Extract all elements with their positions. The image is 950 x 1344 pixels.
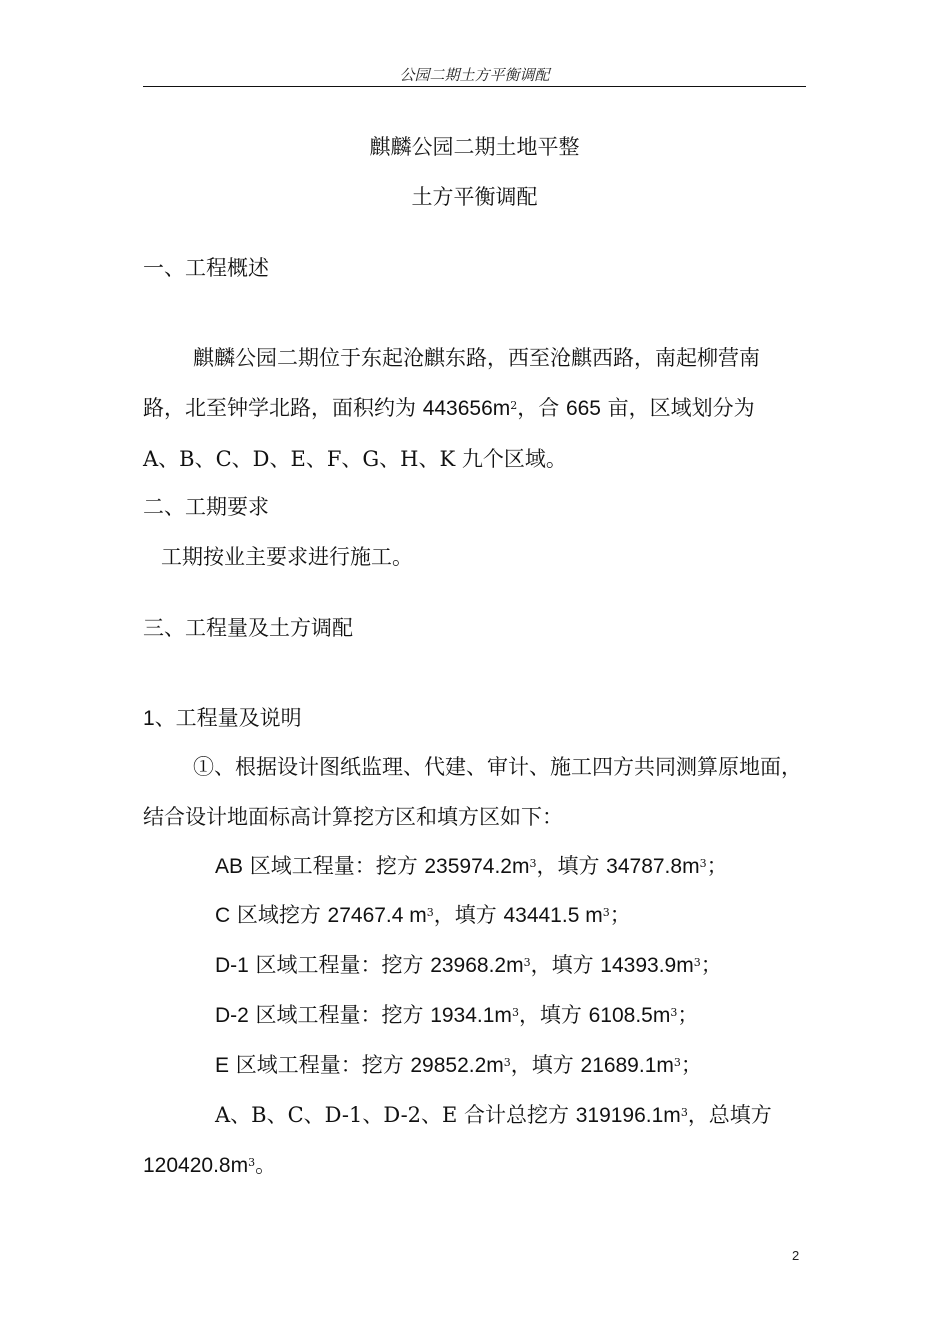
item-prefix: D-2 (215, 1004, 249, 1027)
document-title-line1: 麒麟公园二期土地平整 (369, 135, 580, 159)
section2-heading: 二、工期要求 (143, 495, 269, 519)
summary-line2 (143, 1151, 276, 1180)
cut-value: 1934.1m (430, 1004, 512, 1027)
text-run: 区域工程量：挖方 (248, 1003, 431, 1027)
section1-heading: 一、工程概述 (143, 256, 269, 280)
text-run: 区域工程量：挖方 (243, 854, 425, 878)
running-header: 公园二期土方平衡调配 (399, 66, 550, 84)
item-prefix: D-1 (215, 954, 249, 977)
cut-value: 235974.2m (424, 855, 530, 878)
superscript: 3 (670, 1006, 678, 1019)
page-number: 2 (792, 1248, 800, 1263)
subsection1-para-line1: ①、根据设计图纸监理、代建、审计、施工四方共同测算原地面， (193, 755, 802, 779)
superscript: 3 (673, 1056, 681, 1069)
item-prefix: C (215, 904, 231, 927)
superscript: 3 (699, 857, 707, 870)
superscript: 3 (602, 906, 610, 919)
item-prefix: AB (215, 855, 244, 878)
superscript: 3 (248, 1156, 256, 1169)
subsection-number: 1 (143, 707, 155, 730)
superscript: 3 (426, 906, 434, 919)
text-run: ； (706, 854, 728, 878)
superscript: 3 (693, 956, 701, 969)
text-run: ； (677, 1003, 699, 1027)
fill-value: 21689.1m (580, 1054, 674, 1077)
quantity-item-e (215, 1051, 702, 1080)
text-run: 区域工程量：挖方 (229, 1053, 411, 1077)
text-run: ； (680, 1053, 702, 1077)
section1-para-line1: 麒麟公园二期位于东起沧麒东路，西至沧麒西路，南起柳营南 (193, 346, 760, 370)
text-run: ，填方 (530, 953, 601, 977)
text-run: ； (700, 953, 722, 977)
subsection-title: 、工程量及说明 (154, 706, 302, 730)
fill-value: 6108.5m (588, 1004, 671, 1027)
text-run: ，填方 (510, 1053, 581, 1077)
superscript: 2 (510, 399, 518, 412)
quantity-item-d2 (215, 1001, 698, 1030)
quantity-item-d1 (215, 951, 722, 980)
superscript: 3 (680, 1106, 688, 1119)
text-run: 区域工程量：挖方 (248, 953, 431, 977)
summary-line1 (215, 1101, 772, 1130)
superscript: 3 (503, 1056, 511, 1069)
mu-value: 665 (565, 397, 601, 420)
text-run: 区域挖方 (230, 903, 328, 927)
superscript: 3 (523, 956, 531, 969)
text-run: ； (609, 903, 631, 927)
document-title-line2: 土方平衡调配 (411, 185, 538, 209)
text-run: 路，北至钟学北路，面积约为 (143, 396, 423, 420)
header-rule (143, 86, 806, 87)
superscript: 3 (511, 1006, 519, 1019)
area-value: 443656m (422, 397, 511, 420)
subsection1-heading (143, 704, 302, 733)
section1-para-line2 (143, 394, 755, 423)
text-run: ，合 (517, 396, 566, 420)
text-run: ，填方 (518, 1003, 589, 1027)
subsection1-para-line2: 结合设计地面标高计算挖方区和填方区如下： (143, 805, 563, 829)
total-fill-value: 120420.8m (143, 1154, 249, 1177)
cut-value: 29852.2m (410, 1054, 504, 1077)
text-run: ，填方 (536, 854, 607, 878)
text-run: A、B、C、D-1、D-2、E 合计总挖方 (215, 1103, 576, 1127)
text-run: 亩，区域划分为 (601, 396, 755, 420)
text-run: 。 (255, 1153, 277, 1177)
section1-para-line3: A、B、C、D、E、F、G、H、K 九个区域。 (143, 447, 567, 471)
text-run: ，填方 (433, 903, 504, 927)
section3-heading: 三、工程量及土方调配 (143, 616, 353, 640)
item-prefix: E (215, 1054, 230, 1077)
fill-value: 34787.8m (606, 855, 700, 878)
fill-value: 14393.9m (600, 954, 694, 977)
cut-value: 27467.4 m (327, 904, 427, 927)
cut-value: 23968.2m (430, 954, 524, 977)
quantity-item-c (215, 901, 631, 930)
text-run: ，总填方 (687, 1103, 772, 1127)
fill-value: 43441.5 m (503, 904, 603, 927)
total-cut-value: 319196.1m (575, 1104, 681, 1127)
superscript: 3 (529, 857, 537, 870)
quantity-item-ab (215, 852, 728, 881)
section2-para: 工期按业主要求进行施工。 (161, 545, 413, 569)
